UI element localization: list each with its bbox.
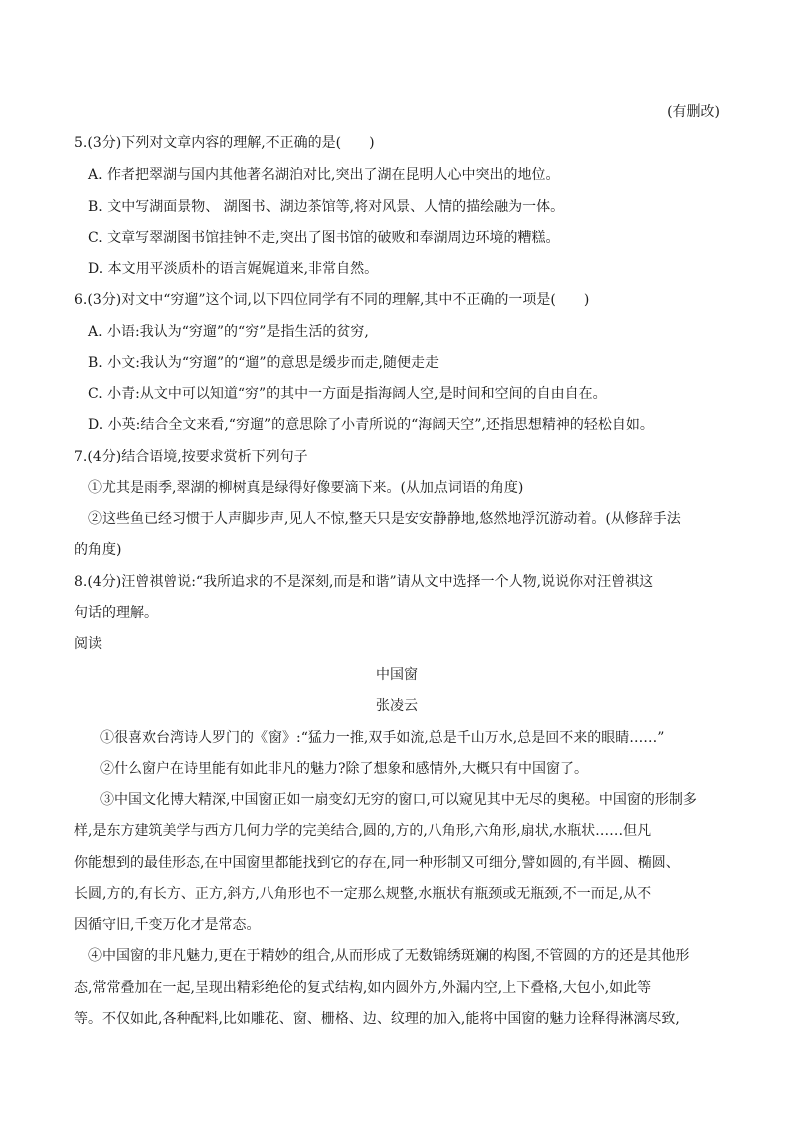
- question-6-option-d: D. 小英:结合全文来看,“穷遛”的意思除了小青所说的“海阔天空”,还指思想精神的轻松自如。: [88, 417, 654, 433]
- article-paragraph-4-line: 态,常常叠加在一起,呈现出精彩绝伦的复式结构,如内圆外方,外漏内空,上下叠格,大包小,如此等: [74, 980, 652, 996]
- article-paragraph-3-line: 因循守旧,千变万化才是常态。: [74, 917, 261, 933]
- question-5-option-d: D. 本文用平淡质朴的语言娓娓道来,非常自然。: [88, 261, 379, 277]
- abridged-note: (有删改): [667, 104, 720, 120]
- question-5-option-b: B. 文中写湖面景物、 湖图书、湖边茶馆等,将对风景、人情的描绘融为一体。: [88, 199, 565, 215]
- article-paragraph-1: ①很喜欢台湾诗人罗门的《窗》:“猛力一推,双手如流,总是千山万水,总是回不来的眼睛……”: [100, 730, 665, 746]
- question-5-stem: 5.(3分)下列对文章内容的理解,不正确的是( ): [74, 135, 375, 151]
- question-5-option-c: C. 文章写翠湖图书馆挂钟不走,突出了图书馆的破败和奉湖周边环境的糟糕。: [88, 230, 560, 246]
- article-paragraph-3-line: 你能想到的最佳形态,在中国窗里都能找到它的存在,同一种形制又可细分,譬如圆的,有半圆、椭圆、: [74, 855, 680, 871]
- question-5-option-a: A. 作者把翠湖与国内其他著名湖泊对比,突出了湖在昆明人心中突出的地位。: [88, 167, 560, 183]
- reading-label: 阅读: [74, 636, 102, 652]
- question-7-item-1: ①尤其是雨季,翠湖的柳树真是绿得好像要滴下来。(从加点词语的角度): [88, 480, 524, 496]
- article-paragraph-3-line: 样,是东方建筑美学与西方几何力学的完美结合,圆的,方的,八角形,六角形,扇状,水瓶状……但凡: [74, 823, 652, 839]
- question-8-stem-cont: 句话的理解。: [74, 605, 158, 621]
- question-6-option-a: A. 小语:我认为“穷遛”的“穷”是指生活的贫穷,: [88, 324, 369, 340]
- article-title: 中国窗: [376, 667, 418, 683]
- question-8-stem: 8.(4分)汪曾祺曾说:“我所追求的不是深刻,而是和谐”请从文中选择一个人物,说说你对汪曾祺这: [74, 574, 654, 590]
- question-6-option-c: C. 小青:从文中可以知道“穷”的其中一方面是指海阔人空,是时间和空间的自由自在。: [88, 386, 607, 402]
- question-6-stem: 6.(3分)对文中“穷遛”这个词,以下四位同学有不同的理解,其中不正确的一项是( ): [74, 292, 590, 308]
- question-7-stem: 7.(4分)结合语境,按要求赏析下列句子: [74, 449, 308, 465]
- article-paragraph-4-line: ④中国窗的非凡魅力,更在于精妙的组合,从而形成了无数锦绣斑斓的构图,不管圆的方的还是其他形: [88, 948, 690, 964]
- article-paragraph-4-line: 等。不仅如此,各种配料,比如雕花、窗、栅格、边、纹理的加入,能将中国窗的魅力诠释得淋漓尽致,: [74, 1011, 680, 1027]
- question-7-item-2: ②这些鱼已经习惯于人声脚步声,见人不惊,整天只是安安静静地,悠然地浮沉游动着。(从修辞手法: [88, 511, 681, 527]
- question-6-option-b: B. 小文:我认为“穷遛”的“遛”的意思是缓步而走,随便走走: [88, 355, 439, 371]
- article-paragraph-3-line: ③中国文化博大精深,中国窗正如一扇变幻无穷的窗口,可以窥见其中无尽的奥秘。中国窗的形制多: [100, 792, 697, 808]
- article-author: 张凌云: [376, 698, 418, 714]
- article-paragraph-3-line: 长圆,方的,有长方、正方,斜方,八角形也不一定那么规整,水瓶状有瓶颈或无瓶颈,不一而足,从不: [74, 886, 652, 902]
- article-paragraph-2: ②什么窗户在诗里能有如此非凡的魅力?除了想象和感情外,大概只有中国窗了。: [100, 761, 588, 777]
- question-7-item-2-cont: 的角度): [74, 542, 122, 558]
